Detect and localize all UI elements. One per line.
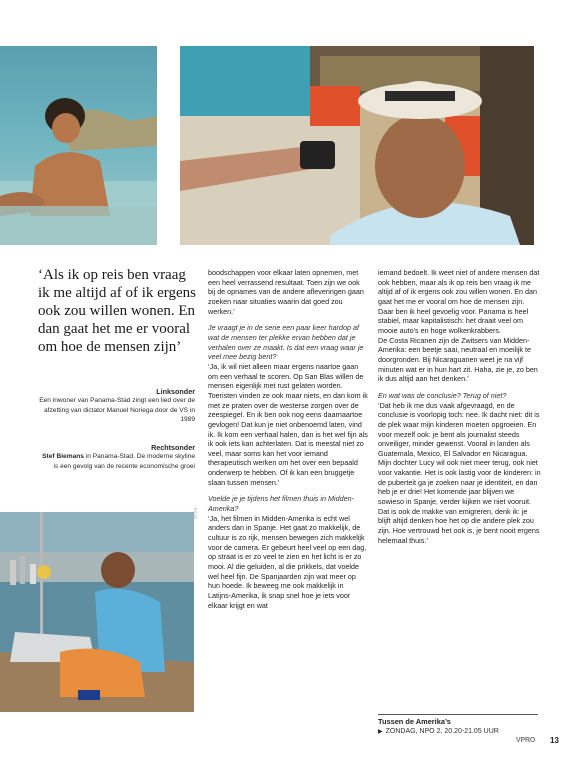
interview-question: En wat was de conclusie? Terug of niet? (378, 390, 507, 400)
program-info (378, 717, 541, 737)
program-time: ZONDAG, NPO 2, 20.20-21.05 UUR (385, 728, 499, 735)
interview-question: Je vraagt je in de serie een paar keer hardop af wat de mensen ter plekke ervan hebben dat je verhalen over ze maakt. Is dat een vraag waar je veel mee bezig bent? (208, 323, 364, 362)
program-title: Tussen de Amerika’s (378, 717, 451, 726)
pull-quote: ‘Als ik op reis ben vraag ik me altijd af of ik ergens ook zou willen wonen. En dan gaat het me er vooral om hoe de mensen zijn’ (38, 267, 197, 355)
page-number: 13 (550, 736, 559, 745)
photo-credit: FOTO (193, 508, 197, 520)
paragraph: ‘Ja, het filmen in Midden-Amerika is echt wel anders dan in Spanje. Het gaat zo makkelijk, de cultuur is zo rijk, mensen bewegen zich makkelijk voor de camera. Er gebeurt heel veel op een dag, op straat is er zo veel te zien en het licht is er zo mooi. Al die geluiden, al die prikkels, dat voelde wel heel fijn. De Spanjaarden zijn wat meer op hun hoede. Ik beweeg me ook makkelijk in Latijns-Amerika, ik snap snel hoe je iets voor elkaar krijgt en wat (208, 513, 367, 610)
photo-fisherman (0, 512, 194, 712)
paragraph: ‘Ja, ik wil niet alleen maar ergens naartoe gaan om een verhaal te scoren. Op San Blas willen de mensen eigenlijk met rust gelaten worden. Toeristen vinden ze ook maar niets, en dan kom ik met ze praten over de westerse zorgen over de zeespiegel. En ik ben ook nog eens daarnaartoe gevlogen! Dat kun je niet onbenoemd laten, vind ik. Ik kom een verhaal halen, dan is het wel fijn als ik ook iets kan achterlaten. Dat is meestal niet zo veel, maar soms kan het voor iemand therapeutisch werken om het over een bepaald onderwerp te hebben. Of ik kan een bruggetje slaan tussen mensen.’ (208, 361, 368, 487)
play-icon: ▶ (378, 729, 383, 735)
photo-boy-in-water (0, 46, 157, 245)
interview-question: Voelde je je tijdens het filmen thuis in Midden-Amerika? (208, 494, 354, 514)
article-column-1 (208, 268, 368, 610)
article-column-2 (378, 268, 541, 545)
caption-left-title: Linksonder (156, 387, 195, 396)
caption-left-text: Een inwoner van Panama-Stad zingt een lied over de afzetting van dictator Manuel Noriega door de VS in 1989 (39, 397, 195, 424)
paragraph: De Costa Ricanen zijn de Zwitsers van Midden-Amerika: een beetje saai, neutraal en moeilijk te doorgronden. Bij Nicaraguanen weet je na vijf minuten wat er in hun hart zit. Haha, zie je, zo ben ik dus altijd aan het denken.’ (378, 335, 538, 384)
caption-right-title: Rechtsonder (151, 443, 195, 452)
program-divider (378, 714, 538, 715)
paragraph: ‘Dat heb ik me dus vaak afgevraagd, en de conclusie is voorlopig toch: nee. Ik dacht niet: dit is de plek waar mijn kinderen moeten opgroeien. En voor mezelf ook: je bent als journalist steeds onveiliger, minder gewenst. Vooral in landen als Guatemala, Mexico, El Salvador en Nicaragua. Mijn dochter Lucy wil ook niet meer terug, ook niet voor vakantie. Het is ook lastig voor de kinderen: in de puberteit ga je zoeken naar je identiteit, en dan heb je er drie! Het komende jaar blijven we sowieso in Spanje, verder kijken we niet vooruit. Dat is ook de makke van emigreren, denk ik: je blijft altijd denken hoe het op die andere plek zou zijn. Hoe vertrouwd het ook is, je bent nooit ergens helemaal thuis.’ (378, 400, 541, 545)
vpro-logo: VPRO (516, 737, 536, 744)
caption-right (38, 443, 195, 471)
caption-right-name: Stef Biemans (42, 453, 84, 461)
paragraph: boodschappen voor elkaar laten opnemen, met een heel verrassend resultaat. Toen zijn we ook bij de opnames van de andere afleveringen gaan zoeken naar situaties waarin dat goed zou werken.’ (208, 268, 364, 316)
paragraph: iemand bedoelt. Ik weet niet of andere mensen dat ook hebben, maar als ik op reis ben vraag ik me altijd af of ik ergens ook zou willen wonen. En dan gaat het me er vooral om hoe de mensen zijn. Daar ben ik heel gevoelig voor. Panama is heel stabiel, maar kapitalistisch: het draait veel om mooie auto’s en hoge wolkenkrabbers. (378, 268, 540, 335)
caption-right-text: in Panama-Stad. De moderne skyline is een gevolg van de recente economische groei (53, 453, 195, 470)
caption-left (38, 387, 195, 425)
photo-man-with-hat (180, 46, 534, 245)
